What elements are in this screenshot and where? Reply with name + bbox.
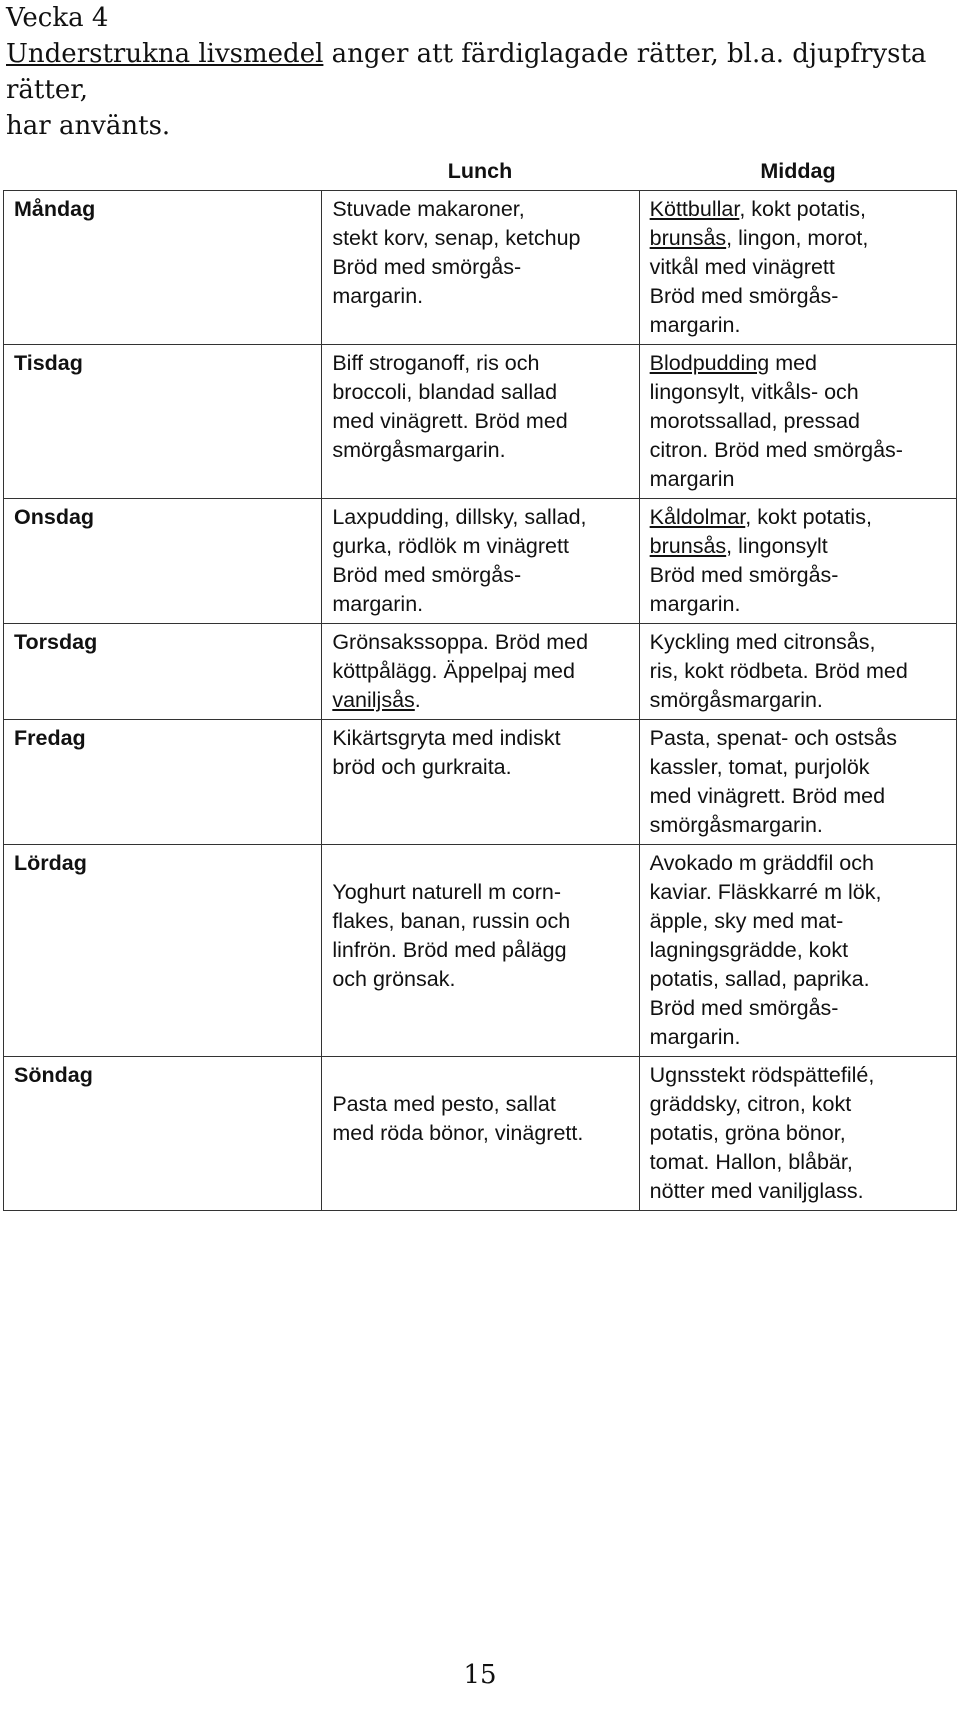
food-text: margarin. — [649, 1025, 741, 1049]
cell-line — [332, 532, 628, 561]
cell-line — [332, 628, 628, 657]
note-rest-text: anger att färdiglagade rätter, bl.a. djupfrysta rätter, — [6, 39, 927, 105]
food-text: Bröd med smörgås- — [649, 563, 839, 587]
food-text: gräddsky, citron, kokt — [649, 1092, 852, 1116]
food-text: Grönsakssoppa. Bröd med — [332, 630, 589, 654]
day-name: Tisdag — [14, 351, 83, 375]
dinner-cell — [639, 624, 956, 719]
food-text: Kyckling med citronsås, — [649, 630, 876, 654]
lunch-cell — [321, 720, 638, 844]
food-text: margarin. — [649, 313, 741, 337]
table-body — [3, 190, 957, 1211]
table-row — [4, 719, 956, 844]
food-text: Kikärtsgryta med indiskt — [332, 726, 561, 750]
cell-line — [332, 224, 628, 253]
week-title: Vecka 4 — [6, 3, 109, 33]
cell-line — [650, 753, 946, 782]
food-text: margarin. — [332, 592, 424, 616]
lunch-cell — [321, 345, 638, 498]
underlined-food-text: Kåldolmar — [649, 505, 746, 529]
day-name: Torsdag — [14, 630, 98, 654]
day-name: Lördag — [14, 851, 87, 875]
lunch-cell — [321, 845, 638, 1056]
food-text: och grönsak. — [332, 967, 456, 991]
food-text: med vinägrett. Bröd med — [649, 784, 886, 808]
cell-line — [650, 1119, 946, 1148]
food-text: med — [769, 351, 818, 375]
food-text: Biff stroganoff, ris och — [332, 351, 540, 375]
food-text: kassler, tomat, purjolök — [649, 755, 870, 779]
cell-line — [332, 1119, 628, 1148]
header-dinner: Middag — [760, 159, 836, 183]
note-line-1 — [6, 36, 946, 108]
cell-line — [650, 1148, 946, 1177]
table-row — [4, 623, 956, 719]
cell-line — [332, 753, 628, 782]
dinner-cell — [639, 1057, 956, 1210]
food-text: smörgåsmargarin. — [649, 813, 823, 837]
lunch-cell — [321, 1057, 638, 1210]
note-line-2: har använts. — [6, 111, 171, 141]
header-day-cell — [3, 157, 321, 190]
cell-line — [650, 936, 946, 965]
food-text: . — [414, 688, 421, 712]
underlined-food-text: brunsås — [649, 534, 727, 558]
cell-line — [650, 724, 946, 753]
cell-line — [650, 782, 946, 811]
cell-line — [332, 657, 628, 686]
table-row — [4, 344, 956, 498]
menu-table — [3, 157, 957, 1211]
cell-line — [650, 282, 946, 311]
header-lunch: Lunch — [447, 159, 513, 183]
food-text: Pasta, spenat- och ostsås — [649, 726, 898, 750]
food-text: med röda bönor, vinägrett. — [332, 1121, 584, 1145]
food-text: Bröd med smörgås- — [332, 255, 522, 279]
food-text: äpple, sky med mat- — [649, 909, 844, 933]
food-text: Pasta med pesto, sallat — [332, 1092, 556, 1116]
food-text: Stuvade makaroner, — [332, 197, 525, 221]
underlined-food-text: Blodpudding — [649, 351, 770, 375]
food-text: potatis, sallad, paprika. — [649, 967, 870, 991]
food-text: flakes, banan, russin och — [332, 909, 571, 933]
table-row — [4, 190, 956, 344]
food-text: citron. Bröd med smörgås- — [649, 438, 903, 462]
table-row — [4, 1056, 956, 1211]
food-text: med vinägrett. Bröd med — [332, 409, 568, 433]
food-text: morotssallad, pressad — [649, 409, 860, 433]
cell-line — [332, 407, 628, 436]
cell-line — [650, 1061, 946, 1090]
food-text: nötter med vaniljglass. — [649, 1179, 864, 1203]
food-text: margarin — [649, 467, 735, 491]
cell-line — [650, 436, 946, 465]
food-text: Avokado m gräddfil och — [649, 851, 874, 875]
cell-line — [650, 349, 946, 378]
food-text: gurka, rödlök m vinägrett — [332, 534, 569, 558]
cell-line — [332, 590, 628, 619]
cell-line — [332, 686, 628, 715]
cell-line — [650, 465, 946, 494]
food-text: ris, kokt rödbeta. Bröd med — [649, 659, 908, 683]
cell-line — [332, 561, 628, 590]
cell-line — [650, 994, 946, 1023]
page-number: 15 — [463, 1660, 497, 1690]
cell-line — [332, 503, 628, 532]
food-text: bröd och gurkraita. — [332, 755, 512, 779]
cell-line — [650, 407, 946, 436]
cell-line — [650, 878, 946, 907]
cell-line — [650, 1177, 946, 1206]
food-text: Bröd med smörgås- — [649, 996, 839, 1020]
day-name: Måndag — [14, 197, 96, 221]
dinner-cell — [639, 345, 956, 498]
table-header-row — [3, 157, 957, 190]
food-text: Bröd med smörgås- — [649, 284, 839, 308]
day-name: Söndag — [14, 1063, 93, 1087]
cell-line — [650, 686, 946, 715]
cell-line — [332, 282, 628, 311]
cell-line — [650, 253, 946, 282]
lunch-cell — [321, 624, 638, 719]
cell-line — [650, 965, 946, 994]
table-row — [4, 844, 956, 1056]
food-text: lagningsgrädde, kokt — [649, 938, 849, 962]
cell-line — [650, 224, 946, 253]
food-text: , lingonsylt — [726, 534, 828, 558]
cell-line — [332, 849, 628, 878]
day-name: Onsdag — [14, 505, 95, 529]
cell-line — [332, 907, 628, 936]
cell-line — [332, 878, 628, 907]
note-underlined-text: Understrukna livsmedel — [6, 39, 324, 69]
cell-line — [650, 378, 946, 407]
cell-line — [650, 195, 946, 224]
food-text: smörgåsmargarin. — [649, 688, 823, 712]
food-text: margarin. — [649, 592, 741, 616]
table-row — [4, 498, 956, 623]
food-text: köttpålägg. Äppelpaj med — [332, 659, 575, 683]
dinner-cell — [639, 191, 956, 344]
food-text: vitkål med vinägrett — [649, 255, 835, 279]
cell-line — [332, 349, 628, 378]
dinner-cell — [639, 720, 956, 844]
cell-line — [332, 253, 628, 282]
food-text: kaviar. Fläskkarré m lök, — [649, 880, 882, 904]
dinner-cell — [639, 845, 956, 1056]
cell-line — [332, 936, 628, 965]
cell-line — [650, 811, 946, 840]
lunch-cell — [321, 191, 638, 344]
food-text: Yoghurt naturell m corn- — [332, 880, 561, 904]
cell-line — [650, 503, 946, 532]
food-text: linfrön. Bröd med pålägg — [332, 938, 567, 962]
cell-line — [650, 532, 946, 561]
cell-line — [332, 1061, 628, 1090]
food-text: margarin. — [332, 284, 424, 308]
food-text: , lingon, morot, — [726, 226, 869, 250]
cell-line — [650, 1023, 946, 1052]
cell-line — [650, 657, 946, 686]
underlined-food-text: brunsås — [649, 226, 727, 250]
food-text: tomat. Hallon, blåbär, — [649, 1150, 853, 1174]
cell-line — [650, 1090, 946, 1119]
food-text: , kokt potatis, — [739, 197, 866, 221]
cell-line — [332, 378, 628, 407]
cell-line — [650, 628, 946, 657]
food-text: stekt korv, senap, ketchup — [332, 226, 581, 250]
day-name: Fredag — [14, 726, 86, 750]
food-text: lingonsylt, vitkåls- och — [649, 380, 859, 404]
lunch-cell — [321, 499, 638, 623]
cell-line — [332, 965, 628, 994]
food-text: Laxpudding, dillsky, sallad, — [332, 505, 587, 529]
food-text: Bröd med smörgås- — [332, 563, 522, 587]
cell-line — [332, 1090, 628, 1119]
dinner-cell — [639, 499, 956, 623]
underlined-food-text: Köttbullar — [649, 197, 740, 221]
underlined-food-text: vaniljsås — [332, 688, 415, 712]
cell-line — [332, 195, 628, 224]
cell-line — [650, 561, 946, 590]
page-heading — [6, 0, 946, 144]
food-text: potatis, gröna bönor, — [649, 1121, 846, 1145]
cell-line — [332, 724, 628, 753]
food-text: broccoli, blandad sallad — [332, 380, 558, 404]
food-text: Ugnsstekt rödspättefilé, — [649, 1063, 875, 1087]
cell-line — [332, 436, 628, 465]
cell-line — [650, 907, 946, 936]
food-text: , kokt potatis, — [745, 505, 872, 529]
food-text: smörgåsmargarin. — [332, 438, 506, 462]
cell-line — [650, 849, 946, 878]
cell-line — [650, 590, 946, 619]
cell-line — [650, 311, 946, 340]
